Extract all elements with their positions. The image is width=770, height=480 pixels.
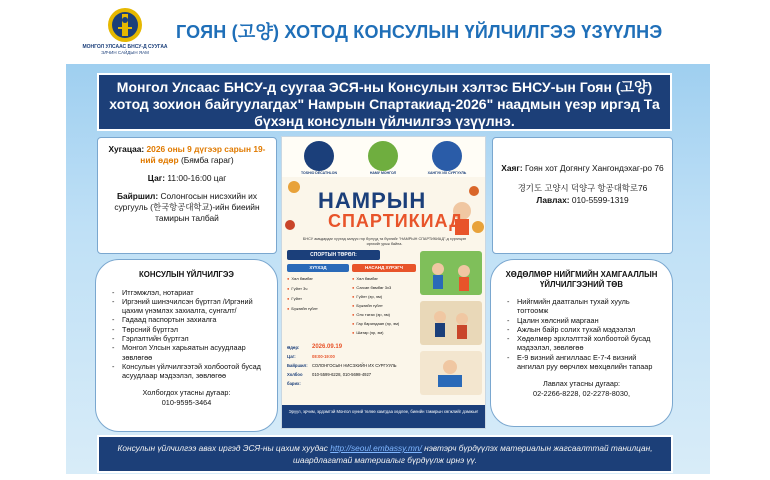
poster-logo-caption: ХАНГУК ИХ СУРГУУЛЬ [427, 171, 467, 175]
list-item: - Нийгмийн даатгалын тухай хууль тогтоомж [507, 297, 662, 316]
list-item: - Итгэмжлэл, нотариат [112, 288, 267, 297]
adult-sport-item: ● Бүжгийн гүйлт [352, 301, 416, 310]
adult-sport-item: ● Шатар (эр, эм) [352, 328, 416, 337]
kids-sport-item: ● Хөл бөмбөг [287, 274, 349, 284]
inquiry-phone: 010-5599-1319 [571, 195, 629, 205]
address-value: Гоян хот Догянгу Хангондэхаг-ро 76 [525, 163, 664, 173]
poster-place-label: Байршил: [287, 363, 308, 368]
adult-sports-list [352, 264, 416, 337]
time-value: 11:00-16:00 цаг [167, 173, 227, 183]
list-item: - Монгол Улсын харьяатын асуудлаар зөвлөгөө [112, 343, 267, 362]
consular-phone-title: Холбогдох утасны дугаар: [142, 388, 231, 398]
announcement-banner: Монгол Улсаас БНСУ-д суугаа ЭСЯ-ны Консулын хэлтэс БНСУ-ын Гоян (고양) хотод зохион байгуулагдах" Намрын Спартакиад-2026" наадмын үеэр иргэд Та бүхэнд консулын үйлчилгээ үзүүлнэ. [97, 73, 672, 131]
schedule-box [97, 137, 277, 254]
address-box [492, 137, 673, 254]
time-label: Цаг: [147, 173, 166, 183]
adult-sport-item: ● Олс татах (эр, эм) [352, 310, 416, 319]
page-title: ГОЯН (고양) ХОТОД КОНСУЛЫН ҮЙЛЧИЛГЭЭ ҮЗҮҮЛНЭ [176, 22, 663, 42]
list-item: - Цалин хөлсний маргаан [507, 316, 662, 325]
kids-sport-item: ● Бүжгийн гүйлт [287, 304, 349, 314]
inquiry-label: Лавлах: [536, 195, 570, 205]
event-poster [281, 136, 486, 429]
poster-logos [282, 137, 485, 177]
adult-sport-item: ● Гүйлт (эр, эм) [352, 292, 416, 301]
bottom-notice [97, 435, 673, 473]
kids-sport-item: ● Гүйлт 3ч [287, 284, 349, 294]
date-value: 2026 оны 9 дүгээр сарын 19-ний өдөр [140, 144, 266, 165]
list-item: - Төрсний бүртгэл [112, 325, 267, 334]
labor-phone-title: Лавлах утасны дугаар: [542, 379, 621, 389]
namu-logo-icon [368, 141, 398, 171]
labor-center-title: ХӨДӨЛМӨР НИЙГМИЙН ХАМГААЛЛЫН ҮЙЛЧИЛГЭЭНИЙ ТӨВ [505, 270, 658, 289]
soyombo-emblem-icon [105, 6, 145, 44]
list-item: - Гэрлэлтийн бүртгэл [112, 334, 267, 343]
labor-center-box [490, 259, 673, 427]
poster-title-2: СПАРТИКИАД [328, 211, 464, 231]
athletes-illustration [418, 249, 484, 399]
list-item: - Гадаад паспортын захиалга [112, 315, 267, 324]
notice-text-before: Консулын үйлчилгээ авах иргэд ЭСЯ-ны цахим хуудас [117, 443, 331, 453]
notice-text-after: нэвтэрч бүрдүүлэх материалын жагсаалттай танилцан, шаардлагатай материалыг бүрдүүлж ирнэ үү. [292, 443, 653, 465]
embassy-logo [80, 6, 170, 60]
consular-services-title: КОНСУЛЫН ҮЙЛЧИЛГЭЭ [139, 270, 234, 279]
list-item: - Хөдөлмөр эрхлэлттэй холбоотой бусад мэдээлэл, зөвлөгөө [507, 334, 662, 353]
kids-label: ХҮҮХЭД [287, 264, 349, 272]
date-day: (Бямба гараг) [180, 155, 234, 165]
poster-logo-caption: НАМУ МОНГОЛ [369, 171, 397, 175]
date-label: Хугацаа: [108, 144, 145, 154]
address-korean: 경기도 고양시 덕양구 항공대학로76 [517, 183, 648, 193]
embassy-website-link[interactable]: http://seoul.embassy.mn/ [330, 443, 422, 453]
list-item: - Консулын үйлчилгээтэй холбоотой бусад асуудлаар мэдээлэл, зөвлөгөө [112, 362, 267, 381]
poster-contact: 010-5599-6228, 010-5698-4927 [312, 372, 372, 377]
labor-services-list [501, 297, 662, 371]
adult-label: НАСАНД ХҮРЭГЧ [352, 264, 416, 272]
sport-types-label: СПОРТЫН ТӨРӨЛ: [287, 250, 380, 260]
logo-caption-2: ЭЛЧИН САЙДЫН ЯАМ [101, 50, 149, 55]
place-label: Байршил: [116, 191, 159, 201]
poster-date-label: Өдөр: [287, 345, 300, 350]
labor-phone [501, 379, 662, 398]
decathlon-logo-icon [304, 141, 334, 171]
poster-time-label: Цаг: [287, 354, 296, 359]
poster-place: СОЛОНГОСЫН НИСЭХИЙН ИХ СУРГУУЛЬ [312, 363, 397, 368]
place-value: Солонгосын нисэхийн их сургууль (한국항공대학교)-ийн биеийн тамирын талбай [114, 191, 260, 223]
list-item: - Е-9 визний ангиллаас Е-7-4 визний ангилал руу өөрчлөх мөхцөлийн тапаар [507, 353, 662, 372]
header [0, 0, 770, 62]
poster-date: 2026.09.19 [312, 344, 343, 350]
consular-services-box [95, 259, 278, 432]
adult-sport-item: ● Гар барилдаан (эр, эм) [352, 319, 416, 328]
address-label: Хаяг: [501, 163, 523, 173]
logo-caption: МОНГОЛ УЛСААС БНСУ-Д СУУГАА [82, 44, 168, 50]
consular-services-list [106, 288, 267, 381]
list-item: - Иргэний шинэчилсэн бүртгэл /Иргэний цахим үнэмлэх захиалга, сунгалт/ [112, 297, 267, 316]
kids-sports-list [287, 264, 349, 314]
adult-sport-item: ● Хөл бөмбөг [352, 274, 416, 283]
university-logo-icon [432, 141, 462, 171]
adult-sport-item: ● Сагсан бөмбөг 3х3 [352, 283, 416, 292]
consular-phone [106, 388, 267, 407]
poster-event-info [287, 343, 415, 397]
labor-phone-number: 02-2266-8228, 02-2278-8030, [533, 388, 630, 398]
poster-footer: Эрүүл, эрчим, эрдэмтэй Монгол хүний төлөө хамтдаа хөдлөе, биеийн тамирын хөгжлийг дэмжье! [282, 405, 485, 429]
consular-phone-number: 010-9595-3464 [161, 397, 212, 407]
poster-title-1: НАМРЫН [318, 188, 427, 213]
poster-contact-label: Холбоо барих: [287, 372, 303, 386]
poster-subtitle: БНСУ амьдардаг хүүхэд залуус гэр бүлүүд та бүхнийг "НАМРЫН СПАРТИКИАД"-д хүрэлцэн ирэхийг урьж байна. [302, 237, 467, 246]
list-item: - Ажлын байр солих тухай мэдээлэл [507, 325, 662, 334]
poster-logo-caption: TOSHIO DECATHLON [300, 171, 338, 175]
poster-time: 08:00-19:00 [312, 354, 335, 359]
kids-sport-item: ● Гүйлт [287, 294, 349, 304]
